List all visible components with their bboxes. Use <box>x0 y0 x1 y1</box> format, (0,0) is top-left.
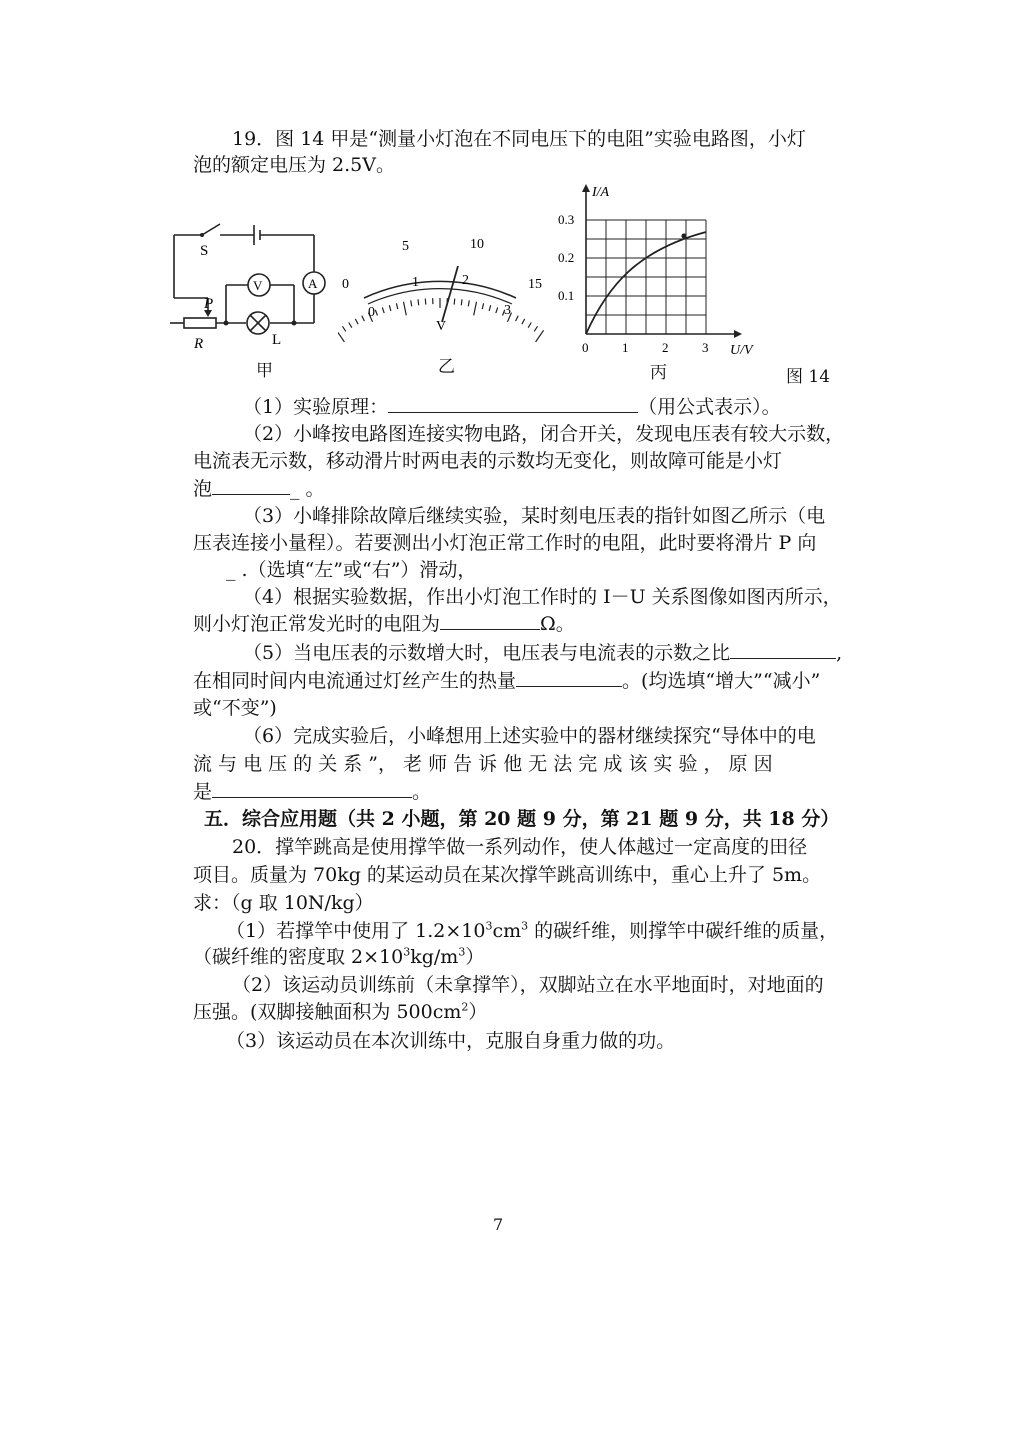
dial-tick <box>522 319 525 324</box>
answer-blank[interactable] <box>212 779 412 798</box>
q19-part5-line2-suffix: 。(均选填“增大”“减小” <box>622 670 821 692</box>
q19-part6-line-3 <box>193 779 431 805</box>
figure-caption: 图 14 <box>786 367 831 387</box>
q19-part3-line-3: _ .（选填“左”或“右”）滑动， <box>226 559 477 581</box>
q19-part4-suffix: Ω。 <box>540 613 575 635</box>
q19-part5-line2-prefix: 在相同时间内电流通过灯丝产生的热量 <box>193 670 517 692</box>
dial-tick <box>375 310 377 316</box>
meter-upper-5: 5 <box>402 239 409 254</box>
meter-lower-3: 3 <box>504 303 511 318</box>
meter-zero: 0 <box>342 277 349 292</box>
x-tick-0: 0 <box>582 340 589 355</box>
q19-part5-line-3: 或“不变”) <box>193 697 277 719</box>
exponent: 3 <box>403 945 411 959</box>
q19-part2-line-1: （2）小峰按电路图连接实物电路，闭合开关，发现电压表有较大示数， <box>243 423 845 445</box>
meter-upper-15: 15 <box>528 277 542 292</box>
circuit-diagram <box>160 180 340 390</box>
y-tick-0-3: 0.3 <box>558 212 575 227</box>
dial-tick <box>536 330 544 342</box>
ammeter-label: A <box>308 276 318 291</box>
meter-lower-1: 1 <box>412 275 419 290</box>
q19-part2-line-3 <box>193 476 325 502</box>
q19-part1 <box>243 394 781 420</box>
q19-part6-prefix: 是 <box>193 781 213 803</box>
q20-line-1: 20．撑竿跳高是使用撑竿做一系列动作，使人体越过一定高度的田径 <box>232 836 808 858</box>
dial-tick <box>411 300 412 306</box>
exponent: 3 <box>485 919 493 933</box>
q20-part2-line-1: （2）该运动员训练前（未拿撑竿），双脚站立在水平地面时，对地面的 <box>232 974 824 996</box>
dial-tick <box>343 326 346 331</box>
dial-tick <box>418 299 419 305</box>
q19-part6-line-2: 流 与 电 压 的 关 系 ”， 老 师 告 诉 他 无 法 完 成 该 实 验 ， 原 因 <box>193 753 773 775</box>
dial-tick <box>396 303 397 309</box>
q20-density-text: （碳纤维的密度取 2×10 <box>193 946 404 968</box>
q20-line-3: 求：（g 取 10N/kg） <box>193 892 374 914</box>
q20-density-unit: kg/m <box>410 946 459 968</box>
q19-part5-comma: , <box>836 642 843 664</box>
q19-part5-line-1 <box>243 640 842 666</box>
q19-part1-prefix: （1）实验原理： <box>243 396 389 418</box>
q19-part4-prefix: 则小灯泡正常发光时的电阻为 <box>193 613 441 635</box>
dial-tick <box>482 303 483 309</box>
circuit-caption: 甲 <box>256 361 273 381</box>
dial-tick <box>489 305 491 311</box>
y-tick-0-1: 0.1 <box>558 288 575 303</box>
dial-tick <box>355 319 358 324</box>
dial-tick <box>382 307 384 313</box>
q20-area-close: ） <box>468 1001 488 1023</box>
dial-tick <box>528 323 531 328</box>
q19-part2-prefix: 泡 <box>193 478 213 500</box>
dial-tick <box>496 307 498 313</box>
q19-part5-prefix: （5）当电压表的示数增大时，电压表与电流表的示数之比 <box>243 642 731 664</box>
x-axis-label: U/V <box>730 343 753 358</box>
dial-tick <box>474 302 477 316</box>
answer-blank[interactable] <box>388 394 638 413</box>
dial-tick <box>468 300 469 306</box>
meter-caption: 乙 <box>438 357 455 377</box>
slider-label: P <box>204 296 214 312</box>
dial-tick <box>461 299 462 305</box>
dial-tick <box>425 299 426 305</box>
switch-label: S <box>200 243 209 259</box>
answer-blank[interactable] <box>212 476 290 495</box>
q19-part6-line-1: （6）完成实验后，小峰想用上述实验中的器材继续探究“导体中的电 <box>243 725 816 747</box>
dial-tick <box>338 330 344 342</box>
dial-tick <box>516 316 519 322</box>
q20-area-text: 压强。(双脚接触面积为 500cm <box>193 1001 462 1023</box>
rheostat-label: R <box>194 336 204 352</box>
q20-part1-line-1 <box>226 918 838 944</box>
exponent: 2 <box>461 1000 469 1014</box>
q19-part2-line-2: 电流表无示数，移动滑片时两电表的示数均无变化，则故障可能是小灯 <box>193 450 783 472</box>
q19-intro-line-2: 泡的额定电压为 2.5V。 <box>193 154 395 176</box>
figure-14 <box>160 180 860 390</box>
q20-line-2: 项目。质量为 70kg 的某运动员在某次撑竿跳高训练中，重心上升了 5m。 <box>193 864 822 886</box>
meter-lower-2: 2 <box>462 273 469 288</box>
q19-part3-line-1: （3）小峰排除故障后继续实验，某时刻电压表的指针如图乙所示（电 <box>243 505 826 527</box>
dial-tick <box>349 323 352 328</box>
q19-part4-line-1: （4）根据实验数据，作出小灯泡工作时的 I－U 关系图像如图丙所示， <box>243 586 842 608</box>
exponent: 3 <box>521 919 529 933</box>
meter-pointer <box>442 266 458 322</box>
meter-unit: V <box>436 319 447 334</box>
dial-tick <box>362 316 365 322</box>
voltmeter-dial <box>338 180 558 380</box>
q20-part1-line-2 <box>193 944 484 970</box>
q20-part1-text-a: （1）若撑竿中使用了 1.2×10 <box>226 920 486 942</box>
x-tick-2: 2 <box>662 340 669 355</box>
dial-tick <box>389 305 391 311</box>
exponent: 3 <box>458 945 466 959</box>
answer-blank[interactable] <box>516 668 622 687</box>
x-tick-1: 1 <box>622 340 629 355</box>
dial-tick <box>404 302 407 316</box>
answer-blank[interactable] <box>440 611 540 630</box>
q19-part5-line-2 <box>193 668 820 694</box>
graph-caption: 丙 <box>650 363 667 383</box>
q19-part2-suffix: _ 。 <box>290 478 325 500</box>
answer-blank[interactable] <box>730 640 836 659</box>
q20-density-close: ） <box>465 946 485 968</box>
q20-part3: （3）该运动员在本次训练中，克服自身重力做的功。 <box>226 1030 676 1052</box>
dial-tick <box>534 326 537 331</box>
x-tick-3: 3 <box>702 340 709 355</box>
iu-graph <box>548 180 768 370</box>
y-axis-label: I/A <box>592 185 610 200</box>
meter-upper-10: 10 <box>470 237 484 252</box>
q20-part1-unit: cm <box>492 920 522 942</box>
y-tick-0-2: 0.2 <box>558 250 575 265</box>
q20-part2-line-2 <box>193 999 487 1025</box>
q19-part3-line-2: 压表连接小量程）。若要测出小灯泡正常工作时的电阻，此时要将滑片 P 向 <box>193 532 817 554</box>
q19-part4-line-2 <box>193 611 575 637</box>
q19-part1-suffix: （用公式表示）。 <box>638 396 781 418</box>
q20-part1-text-b: 的碳纤维，则撑竿中碳纤维的质量， <box>528 920 839 942</box>
dial-tick <box>454 299 455 305</box>
meter-lower-0: 0 <box>368 305 375 320</box>
voltmeter-label: V <box>253 278 263 293</box>
bulb-label: L <box>272 332 282 348</box>
q19-intro-line-1: 19．图 14 甲是“测量小灯泡在不同电压下的电阻”实验电路图，小灯 <box>232 128 806 150</box>
curve-point <box>681 233 686 238</box>
q19-part6-suffix: 。 <box>412 781 432 803</box>
section-5-header: 五．综合应用题（共 2 小题，第 20 题 9 分，第 21 题 9 分，共 18 分） <box>204 808 840 830</box>
page-number: 7 <box>493 1215 504 1234</box>
